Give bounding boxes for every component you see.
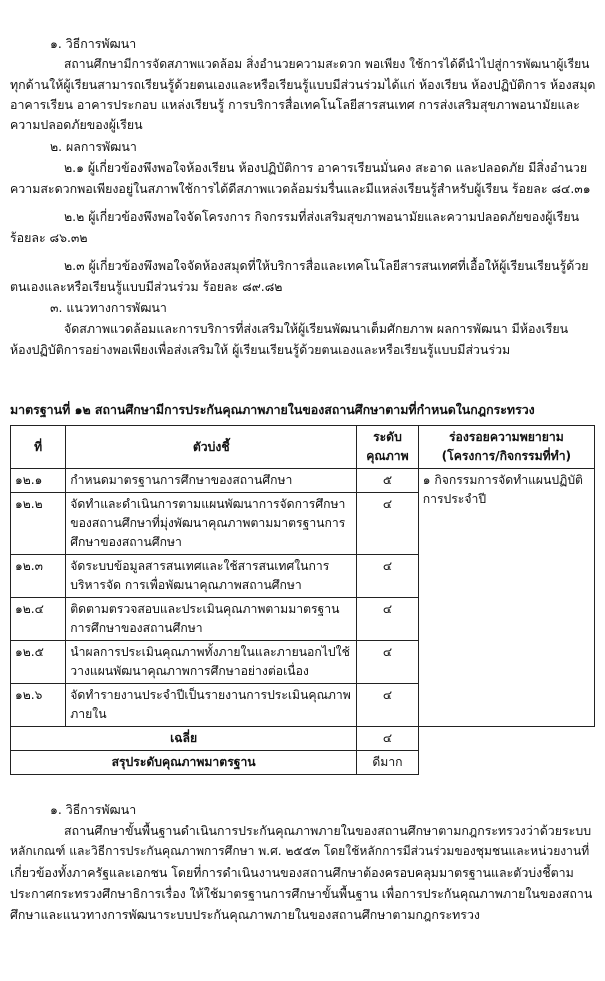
empty-cell xyxy=(418,727,594,751)
row-indicator: จัดทำและดำเนินการตามแผนพัฒนาการจัดการศึกษาของสถานศึกษาที่มุ่งพัฒนาคุณภาพตามมาตรฐานการศึกษาของสถานศึกษา xyxy=(66,493,357,555)
heading-development-method-2: ๑. วิธีการพัฒนา xyxy=(50,802,137,817)
average-label: เฉลี่ย xyxy=(11,727,357,751)
paragraph-line: ทุกด้านให้ผู้เรียนสามารถเรียนรู้ด้วยตนเองและหรือเรียนรู้แบบมีส่วนร่วมได้แก่ ห้องเรียน ห้องปฏิบัติการ ห้องสมุด xyxy=(10,77,596,92)
empty-cell xyxy=(418,751,594,775)
row-indicator: ติดตามตรวจสอบและประเมินคุณภาพตามมาตรฐานการศึกษาของสถานศึกษา xyxy=(66,598,357,641)
summary-value: ดีมาก xyxy=(357,751,419,775)
paragraph-line: ประกาศกระทรวงศึกษาธิการเรื่อง ให้ใช้มาตรฐานการศึกษาขั้นพื้นฐาน เพื่อการประกันคุณภาพภายในของสถาน xyxy=(10,886,593,901)
paragraph-line: ศึกษาและแนวทางการพัฒนาระบบประกันคุณภาพภายในของสถานศึกษาตามกฎกระทรวง xyxy=(10,907,480,922)
row-level: ๔ xyxy=(357,684,419,727)
table-header-row xyxy=(11,426,595,469)
evidence-cell: ๑ กิจกรรมการจัดทำแผนปฏิบัติการประจำปี xyxy=(418,469,594,727)
header-indicator: ตัวบ่งชี้ xyxy=(66,426,357,469)
row-indicator: จัดทำรายงานประจำปีเป็นรายงานการประเมินคุณภาพภายใน xyxy=(66,684,357,727)
paragraph-line: สถานศึกษาขั้นพื้นฐานดำเนินการประกันคุณภาพภายในของสถานศึกษาตามกฎกระทรวงว่าด้วยระบบ xyxy=(64,823,592,838)
row-no: ๑๒.๓ xyxy=(11,555,66,598)
result-line: ๒.๑ ผู้เกี่ยวข้องพึงพอใจห้องเรียน ห้องปฏิบัติการ อาคารเรียนมั่นคง สะอาด และปลอดภัย มีสิ่งอำนวย xyxy=(64,160,588,175)
result-line: ร้อยละ ๘๖.๓๒ xyxy=(10,230,88,245)
paragraph-line: หลักเกณฑ์ และวิธีการประกันคุณภาพการศึกษา พ.ศ. ๒๕๕๓ โดยใช้หลักการมีส่วนร่วมของชุมชนและหน่วยงานที่ xyxy=(10,844,590,858)
result-line: ๒.๓ ผู้เกี่ยวข้องพึงพอใจจัดห้องสมุดที่ให้บริการสื่อและเทคโนโลยีสารสนเทศที่เอื้อให้ผู้เรียนเรียนรู้ด้วย xyxy=(64,258,589,273)
row-no: ๑๒.๔ xyxy=(11,598,66,641)
guideline-line: จัดสภาพแวดล้อมและการบริการที่ส่งเสริมให้ผู้เรียนพัฒนาเต็มศักยภาพ ผลการพัฒนา มีห้องเรียน xyxy=(64,321,569,336)
header-evidence: ร่องรอยความพยายาม (โครงการ/กิจกรรมที่ทำ) xyxy=(418,426,594,469)
row-no: ๑๒.๕ xyxy=(11,641,66,684)
row-indicator: กำหนดมาตรฐานการศึกษาของสถานศึกษา xyxy=(66,469,357,493)
row-level: ๔ xyxy=(357,641,419,684)
result-line: ๒.๒ ผู้เกี่ยวข้องพึงพอใจจัดโครงการ กิจกรรมที่ส่งเสริมสุขภาพอนามัยและความปลอดภัยของผู้เรียน xyxy=(64,209,580,224)
summary-label: สรุประดับคุณภาพมาตรฐาน xyxy=(11,751,357,775)
quality-table xyxy=(10,425,595,775)
standard-title: มาตรฐานที่ ๑๒ สถานศึกษามีการประกันคุณภาพภายในของสถานศึกษาตามที่กำหนดในกฎกระทรวง xyxy=(10,402,535,417)
result-line: ตนเองและหรือเรียนรู้แบบมีส่วนร่วม ร้อยละ ๘๙.๘๒ xyxy=(10,279,283,294)
heading-development-method: ๑. วิธีการพัฒนา xyxy=(50,36,137,51)
table-row xyxy=(11,469,595,493)
row-level: ๔ xyxy=(357,598,419,641)
row-indicator: นำผลการประเมินคุณภาพทั้งภายในและภายนอกไปใช้วางแผนพัฒนาคุณภาพการศึกษาอย่างต่อเนื่อง xyxy=(66,641,357,684)
row-no: ๑๒.๑ xyxy=(11,469,66,493)
row-indicator: จัดระบบข้อมูลสารสนเทศและใช้สารสนเทศในการบริหารจัด การเพื่อพัฒนาคุณภาพสถานศึกษา xyxy=(66,555,357,598)
summary-row xyxy=(11,751,595,775)
guideline-line: ห้องปฏิบัติการอย่างพอเพียงเพื่อส่งเสริมให้ ผู้เรียนเรียนรู้ด้วยตนเองและหรือเรียนรู้แบบมีส่วนร่วม xyxy=(10,342,511,357)
paragraph-line: อาคารเรียน อาคารประกอบ แหล่งเรียนรู้ การบริการสื่อเทคโนโลยีสารสนเทศ การส่งเสริมสุขภาพอนามัยและ xyxy=(10,97,580,112)
result-line: ความสะดวกพอเพียงอยู่ในสภาพใช้การได้ดีสภาพแวดล้อมร่มรื่นและมีแหล่งเรียนรู้สำหรับผู้เรียน ร้อยละ ๘๔.๓๑ xyxy=(10,181,591,196)
average-row xyxy=(11,727,595,751)
heading-development-results: ๒. ผลการพัฒนา xyxy=(50,139,137,154)
paragraph-line: สถานศึกษามีการจัดสภาพแวดล้อม สิ่งอำนวยความสะดวก พอเพียง ใช้การได้ดีนำไปสู่การพัฒนาผู้เรียน xyxy=(64,57,590,71)
header-no: ที่ xyxy=(11,426,66,469)
row-no: ๑๒.๒ xyxy=(11,493,66,555)
row-level: ๔ xyxy=(357,555,419,598)
row-level: ๔ xyxy=(357,493,419,555)
row-level: ๕ xyxy=(357,469,419,493)
heading-development-guidelines: ๓. แนวทางการพัฒนา xyxy=(50,300,167,315)
row-no: ๑๒.๖ xyxy=(11,684,66,727)
paragraph-line: ความปลอดภัยของผู้เรียน xyxy=(10,117,143,132)
average-value: ๔ xyxy=(357,727,419,751)
paragraph-line: เกี่ยวข้องทั้งภาครัฐและเอกชน โดยที่การดำเนินงานของสถานศึกษาต้องครอบคลุมมาตรฐานและตัวบ่งชี้ตาม xyxy=(10,865,574,880)
header-quality-level: ระดับคุณภาพ xyxy=(357,426,419,469)
